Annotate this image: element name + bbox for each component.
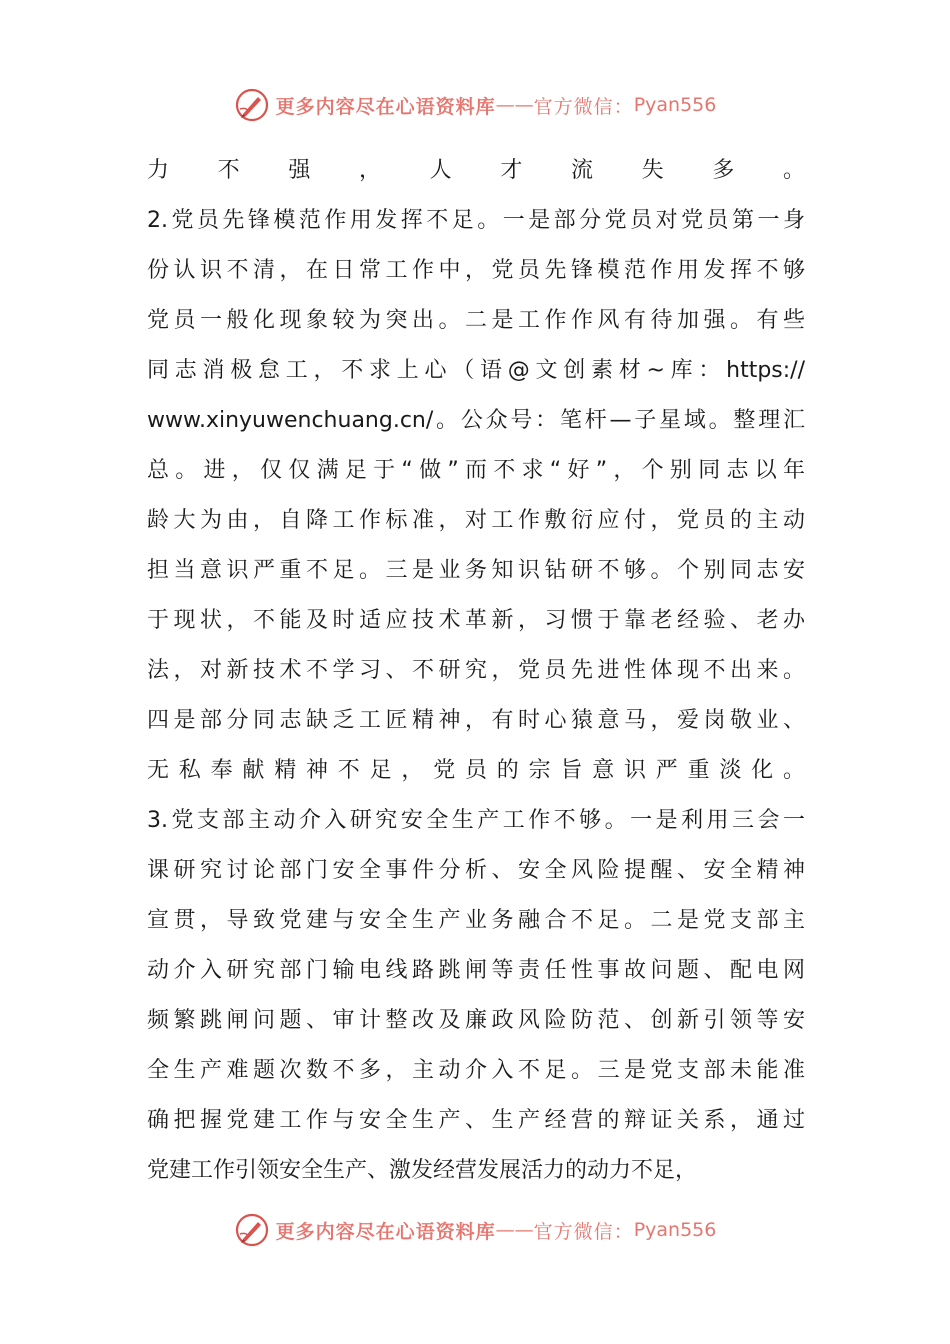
body-line: 同志消极怠工，不求上心（语@文创素材~库：https:// — [147, 358, 805, 383]
separator-dash: —— — [495, 94, 534, 116]
pen-logo-icon — [234, 87, 270, 123]
body-line: 份认识不清，在日常工作中，党员先锋模范作用发挥不够 — [147, 258, 805, 283]
header-watermark-banner — [0, 80, 950, 130]
body-line: 龄大为由，自降工作标准，对工作敷衍应付，党员的主动 — [147, 508, 805, 533]
footer-watermark-banner — [0, 1205, 950, 1255]
official-wechat-label: 官方微信： — [533, 1220, 634, 1243]
body-line: 宣贯，导致党建与安全生产业务融合不足。二是党支部主 — [147, 908, 805, 933]
wechat-id: Pyan556 — [633, 94, 717, 116]
body-line: www.xinyuwenchuang.cn/。公众号：笔杆—子星域。整理汇 — [147, 408, 805, 433]
body-line: 总。进，仅仅满足于“做”而不求“好”，个别同志以年 — [147, 458, 805, 483]
separator-dash: —— — [495, 1219, 534, 1241]
document-body — [147, 146, 805, 1196]
body-line: 无私奉献精神不足，党员的宗旨意识严重淡化。 — [147, 758, 805, 783]
pen-logo-icon — [234, 1212, 270, 1248]
body-line: 3.党支部主动介入研究安全生产工作不够。一是利用三会一 — [147, 808, 805, 833]
body-line: 法，对新技术不学习、不研究，党员先进性体现不出来。 — [147, 658, 805, 683]
body-line: 课研究讨论部门安全事件分析、安全风险提醒、安全精神 — [147, 858, 805, 883]
body-line: 动介入研究部门输电线路跳闸等责任性事故问题、配电网 — [147, 958, 805, 983]
wechat-id: Pyan556 — [633, 1219, 717, 1241]
brand-text: 更多内容尽在心语资料库 — [275, 95, 496, 118]
brand-text: 更多内容尽在心语资料库 — [275, 1220, 496, 1243]
body-line: 频繁跳闸问题、审计整改及廉政风险防范、创新引领等安 — [147, 1008, 805, 1033]
body-line: 2.党员先锋模范作用发挥不足。一是部分党员对党员第一身 — [147, 208, 805, 233]
body-line: 确把握党建工作与安全生产、生产经营的辩证关系，通过 — [147, 1108, 805, 1133]
body-line: 四是部分同志缺乏工匠精神，有时心猿意马，爱岗敬业、 — [147, 708, 805, 733]
body-line: 全生产难题次数不多，主动介入不足。三是党支部未能准 — [147, 1058, 805, 1083]
official-wechat-label: 官方微信： — [533, 95, 634, 118]
body-line: 于现状，不能及时适应技术革新，习惯于靠老经验、老办 — [147, 608, 805, 633]
body-line: 担当意识严重不足。三是业务知识钻研不够。个别同志安 — [147, 558, 805, 583]
body-line: 党员一般化现象较为突出。二是工作作风有待加强。有些 — [147, 308, 805, 333]
body-line: 力不强，人才流失多。 — [147, 158, 805, 183]
body-line: 党建工作引领安全生产、激发经营发展活力的动力不足， — [147, 1158, 698, 1183]
